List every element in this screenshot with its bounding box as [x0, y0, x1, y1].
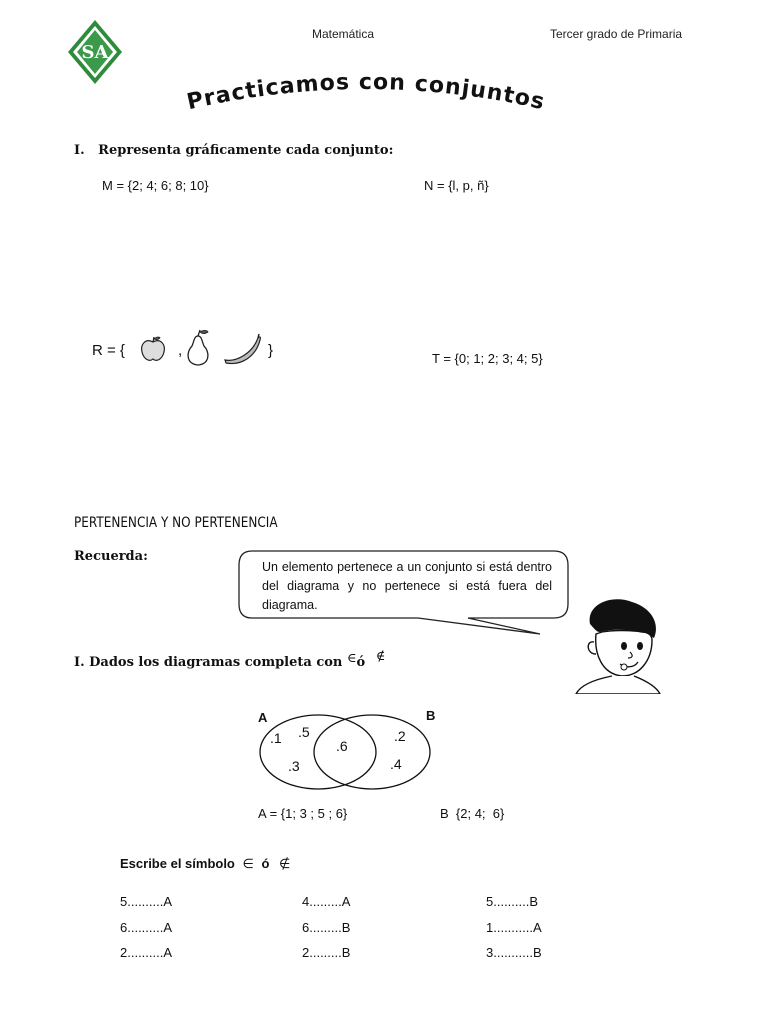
venn-label-b: B [426, 708, 436, 723]
set-r-comma1: , [178, 342, 183, 359]
apple-icon [138, 334, 168, 369]
venn-diagram [252, 706, 442, 796]
exercise-item[interactable]: 5..........A [120, 894, 173, 909]
svg-text:SA: SA [81, 42, 109, 63]
element-of-symbol: ∈ [242, 856, 254, 871]
banana-icon [222, 332, 262, 371]
exercise-item[interactable]: 3...........B [486, 945, 542, 960]
exercise-item[interactable]: 6.........B [302, 920, 351, 935]
page-title [166, 70, 566, 130]
exercise-item[interactable]: 4.........A [302, 894, 351, 909]
set-t: T = {0; 1; 2; 3; 4; 5} [432, 351, 543, 366]
set-b: B {2; 4; 6} [440, 806, 505, 821]
instruction [74, 649, 386, 670]
exercise-item[interactable]: 5..........B [486, 894, 539, 909]
set-r [92, 328, 292, 372]
bubble-text: Un elemento pertenece a un conjunto si está dentro del diagrama y no pertenece si está fuera del diagrama. [262, 560, 552, 612]
exercise-item[interactable]: 2..........A [120, 945, 173, 960]
section1-heading: I. Representa gráficamente cada conjunto: [74, 143, 394, 158]
venn-element: .6 [336, 738, 348, 754]
exercise-prompt [120, 856, 290, 872]
exercise-o: ó [261, 856, 270, 871]
exercise-item[interactable]: 6..........A [120, 920, 173, 935]
pear-icon [182, 328, 214, 373]
venn-element: .3 [288, 758, 300, 774]
set-a: A = {1; 3 ; 5 ; 6} [258, 806, 348, 821]
instruction-prefix: I. Dados los diagramas completa con [74, 655, 343, 670]
element-of-symbol: ∈ [346, 651, 357, 666]
set-r-close: } [268, 342, 274, 359]
venn-element: .5 [298, 724, 310, 740]
venn-element: .1 [270, 730, 282, 746]
set-n: N = {l, p, ñ} [424, 178, 489, 193]
header-grade: Tercer grado de Primaria [550, 27, 683, 41]
exercise-item[interactable]: 2.........B [302, 945, 351, 960]
speech-bubble [238, 550, 578, 640]
venn-label-a: A [258, 710, 268, 725]
section2-heading: PERTENENCIA Y NO PERTENENCIA [74, 515, 278, 531]
set-m: M = {2; 4; 6; 8; 10} [102, 178, 209, 193]
exercise-item[interactable]: 1...........A [486, 920, 542, 935]
recuerda-label: Recuerda: [74, 549, 148, 564]
instruction-o: ó [356, 655, 366, 670]
venn-element: .4 [390, 756, 402, 772]
venn-element: .2 [394, 728, 406, 744]
header-subject: Matemática [312, 27, 375, 41]
set-r-open: R = { [92, 342, 125, 359]
not-element-of-symbol: ∉ [279, 856, 291, 871]
exercise-prompt-text: Escribe el símbolo [120, 856, 235, 871]
boy-illustration [572, 594, 664, 694]
not-element-of-symbol: ∉ [375, 649, 386, 664]
svg-text:Practicamos con conjuntos: Practicamos con conjuntos [184, 70, 548, 116]
school-logo [66, 18, 124, 86]
